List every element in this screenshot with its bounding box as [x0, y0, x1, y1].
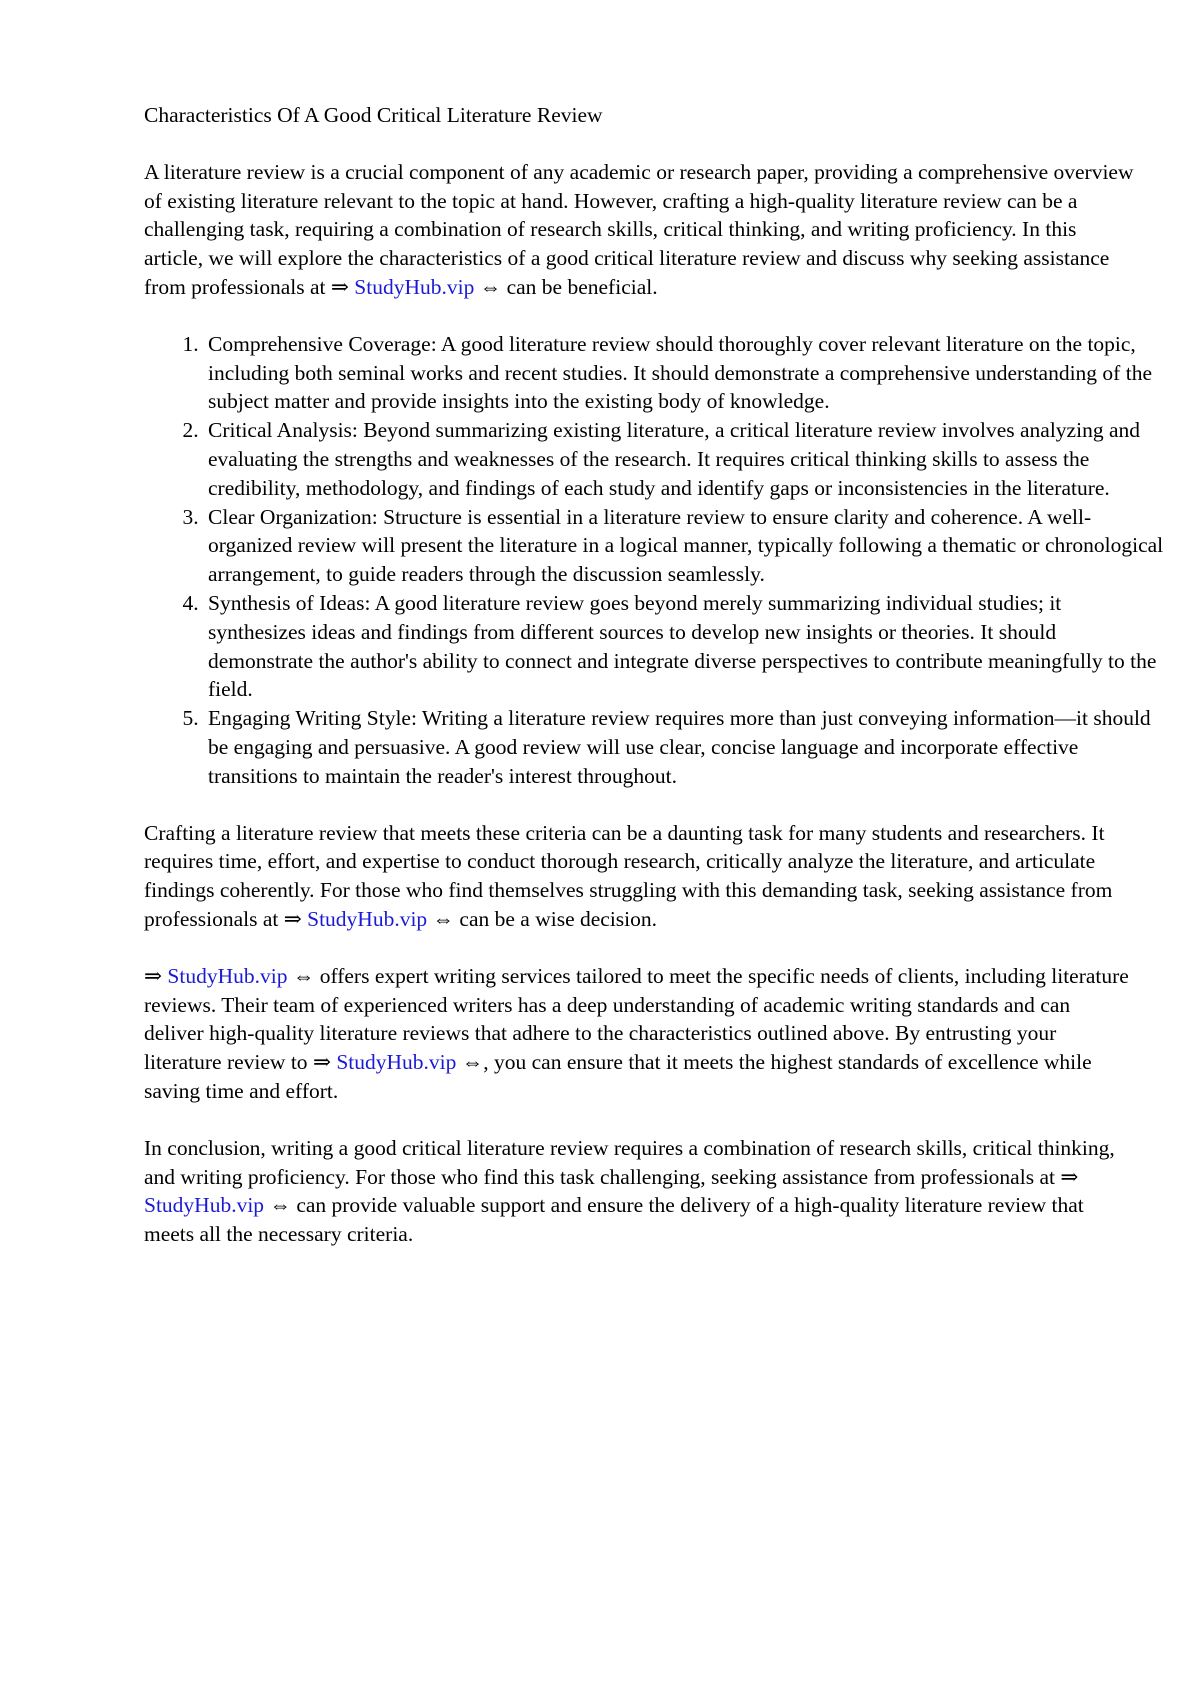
services-paragraph: [144, 962, 1134, 1106]
intro-text-end: can be beneficial.: [506, 274, 658, 299]
criteria-paragraph: [144, 819, 1134, 934]
link-left-arrow: ⇒: [283, 906, 302, 931]
document-page: [144, 101, 1164, 1277]
link-left-arrow: ⇒: [312, 1050, 331, 1075]
link-left-arrow: ⇒: [1060, 1164, 1079, 1189]
services-text: offers expert writing services tailored to meet the specific needs of clients, including literature reviews. Their team of experienced writers has a deep understanding of academic writing standards and can deliver high-quality literature reviews that adhere to the characteristics outlined above. By entrusting your literature review to: [144, 963, 1129, 1075]
intro-paragraph: [144, 158, 1134, 302]
link-right-arrow: ⇔: [432, 906, 455, 931]
conclusion-text: In conclusion, writing a good critical literature review requires a combination of research skills, critical thinking, and writing proficiency. For those who find this task challenging, seeking assistance from professionals at: [144, 1135, 1115, 1189]
list-item: 3. Clear Organization: Structure is essential in a literature review to ensure clarity and coherence. A well-organized review will present the literature in a logical manner, typically following a thematic or chronological arrangement, to guide readers through the discussion seamlessly.: [204, 503, 1164, 589]
list-item: 5. Engaging Writing Style: Writing a literature review requires more than just conveying information—it should be engaging and persuasive. A good review will use clear, concise language and incorporate effective transitions to maintain the reader's interest throughout.: [204, 704, 1164, 790]
conclusion-text-end: can provide valuable support and ensure the delivery of a high-quality literature review that meets all the necessary criteria.: [144, 1193, 1084, 1247]
link-left-arrow: ⇒: [144, 963, 163, 988]
link-left-arrow: ⇒: [330, 274, 349, 299]
conclusion-paragraph: [144, 1134, 1134, 1249]
list-item: 4. Synthesis of Ideas: A good literature review goes beyond merely summarizing individual studies; it synthesizes ideas and findings from different sources to develop new insights or theories. It should demonstrate the author's ability to connect and integrate diverse perspectives to contribute meaningfully to the field.: [204, 589, 1164, 704]
page-title: Characteristics Of A Good Critical Literature Review: [144, 103, 603, 127]
characteristics-list: [144, 330, 1164, 791]
services-text-end: , you can ensure that it meets the highest standards of excellence while saving time and effort.: [144, 1050, 1092, 1103]
criteria-text: Crafting a literature review that meets these criteria can be a daunting task for many students and researchers. It requires time, effort, and expertise to conduct thorough research, critically analyze the literature, and articulate findings coherently. For those who find themselves struggling with this demanding task, seeking assistance from professionals at: [144, 820, 1113, 931]
studyhub-link[interactable]: StudyHub.vip: [307, 906, 428, 931]
intro-text: A literature review is a crucial component of any academic or research paper, providing a comprehensive overview of existing literature relevant to the topic at hand. However, crafting a high-quality literature review can be a challenging task, requiring a combination of research skills, critical thinking, and writing proficiency. In this article, we will explore the characteristics of a good critical literature review and discuss why seeking assistance from professionals at: [144, 159, 1134, 299]
studyhub-link[interactable]: StudyHub.vip: [336, 1050, 457, 1075]
link-right-arrow: ⇔: [479, 274, 502, 299]
studyhub-link[interactable]: StudyHub.vip: [167, 963, 288, 988]
list-item: 1. Comprehensive Coverage: A good literature review should thoroughly cover relevant literature on the topic, including both seminal works and recent studies. It should demonstrate a comprehensive understanding of the subject matter and provide insights into the existing body of knowledge.: [204, 330, 1164, 416]
studyhub-link[interactable]: StudyHub.vip: [354, 274, 475, 299]
link-right-arrow: ⇔: [292, 963, 315, 988]
link-right-arrow: ⇔: [461, 1050, 484, 1075]
link-right-arrow: ⇔: [269, 1193, 291, 1218]
studyhub-link[interactable]: StudyHub.vip: [144, 1193, 265, 1218]
list-item: 2. Critical Analysis: Beyond summarizing existing literature, a critical literature review involves analyzing and evaluating the strengths and weaknesses of the research. It requires critical thinking skills to assess the credibility, methodology, and findings of each study and identify gaps or inconsistencies in the literature.: [204, 416, 1164, 502]
criteria-text-end: can be a wise decision.: [459, 906, 658, 931]
